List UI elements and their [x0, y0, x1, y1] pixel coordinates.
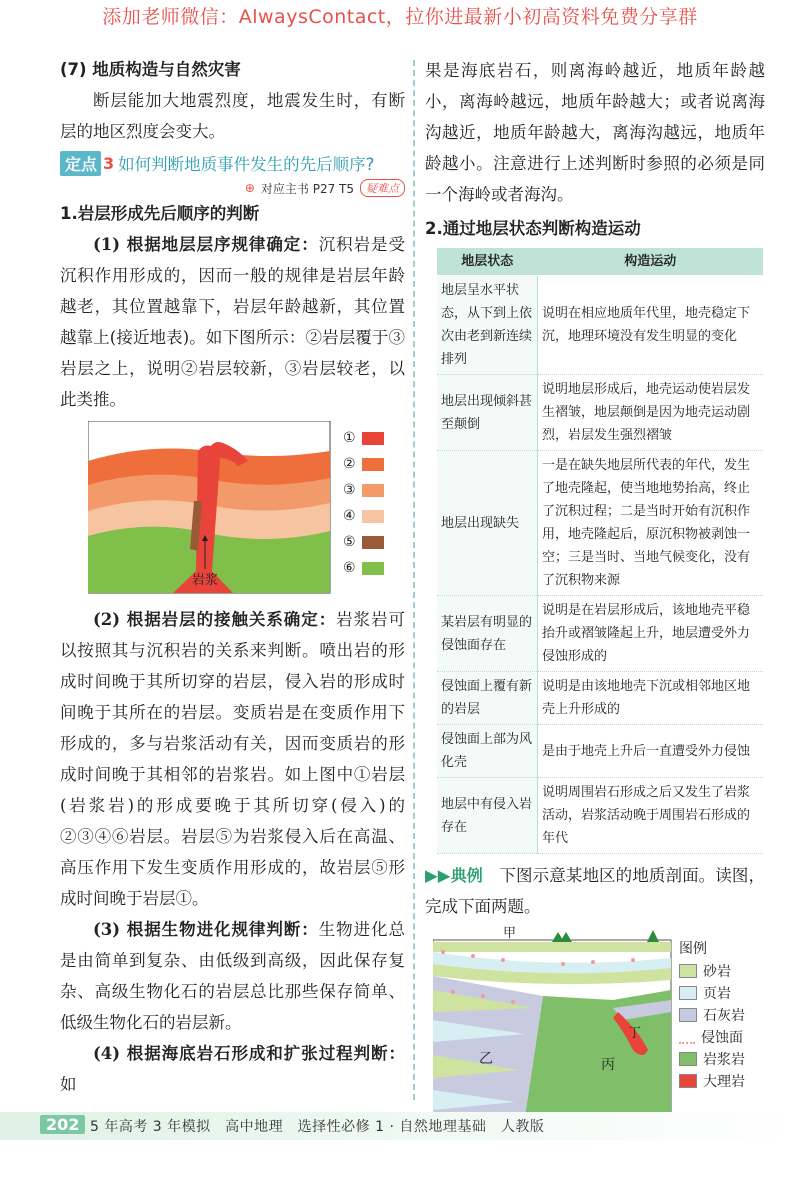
- page-number: 202: [40, 1115, 85, 1134]
- strata-figure: [88, 421, 398, 596]
- table-cell: 是由于地壳上升后一直遭受外力侵蚀: [538, 725, 764, 778]
- paragraph-3-head: (3) 根据生物进化规律判断：: [93, 920, 319, 939]
- label-jia: 甲: [503, 926, 517, 941]
- footer-text: 5 年高考 3 年模拟 高中地理 选择性必修 1 · 自然地理基础 人教版: [90, 1119, 545, 1135]
- legend-title: 图例: [679, 941, 707, 957]
- paragraph-4: [60, 1038, 405, 1100]
- table-row: [437, 725, 763, 778]
- table-cell: 地层出现缺失: [437, 451, 538, 596]
- legend-marble: [679, 1070, 745, 1092]
- example-text: 下图示意某地区的地质剖面。读图，完成下面两题。: [425, 866, 765, 916]
- table-row: [437, 375, 763, 451]
- target-icon: ⊕: [244, 181, 255, 195]
- legend-3-label: ③: [343, 482, 356, 498]
- paragraph-2: [60, 604, 405, 914]
- table-cell: 侵蚀面上覆有新的岩层: [437, 672, 538, 725]
- table-cell: 地层中有侵入岩存在: [437, 778, 538, 854]
- paragraph-1-body: 沉积岩是受沉积作用形成的，因而一般的规律是岩层年龄越老，其位置越靠下，岩层年龄越新，其位置越靠上(接近地表)。如下图所示：②岩层覆于③岩层之上，说明②岩层较新，③岩层较老，以此类推。: [60, 235, 406, 409]
- legend-limestone-label: 石灰岩: [703, 1008, 745, 1024]
- strata-legend: [343, 427, 384, 579]
- section-7-text: 断层能加大地震烈度，地震发生时，有断层的地区烈度会变大。: [60, 91, 405, 141]
- paragraph-1: [60, 229, 405, 415]
- key-point-header: [60, 149, 405, 177]
- geologic-section-figure: [433, 926, 763, 1130]
- table-row: [437, 451, 763, 596]
- play-icon: ▶▶: [425, 866, 451, 885]
- paragraph-3: [60, 914, 405, 1038]
- legend-marble-label: 大理岩: [703, 1074, 745, 1090]
- table-cell: 一是在缺失地层所代表的年代，发生了地壳隆起，使当地地势抬高，终止了沉积过程；二是当时开始有沉积作用，地壳隆起后，原沉积物被剥蚀一空；三是当时、当地气候变化，没有了沉积物来源: [538, 451, 764, 596]
- legend-2-label: ②: [343, 456, 356, 472]
- legend-4: [343, 505, 384, 527]
- example-paragraph: [425, 860, 765, 922]
- left-column: [60, 55, 405, 1100]
- key-point-badge: 定点: [60, 151, 101, 176]
- section-1-title: 1.岩层形成先后顺序的判断: [60, 204, 260, 223]
- table-header-row: [437, 248, 763, 276]
- legend-sandstone: [679, 960, 745, 982]
- table-cell: 说明是在岩层形成后，该地地壳平稳抬升或褶皱隆起上升，地层遭受外力侵蚀形成的: [538, 596, 764, 672]
- legend-limestone: [679, 1004, 745, 1026]
- paragraph-2-body: 岩浆岩可以按照其与沉积岩的关系来判断。喷出岩的形成时间晚于其所切穿的岩层，侵入岩的形成时间晚于其所在的岩层。变质岩是在变质作用下形成的，多与岩浆活动有关，因而变质岩的形成时间晚于其相邻的岩浆岩。如上图中①岩层(岩浆岩)的形成要晚于其所切穿(侵入)的②③④⑥岩层。岩层⑤为岩浆侵入后在高温、高压作用下发生变质作用形成的，故岩层⑤形成时间晚于岩层①。: [60, 610, 405, 908]
- legend-shale: [679, 982, 745, 1004]
- table-cell: 地层呈水平状态，从下到上依次由老到新连续排列: [437, 276, 538, 375]
- table-cell: 说明是由该地地壳下沉或相邻地区地壳上升形成的: [538, 672, 764, 725]
- table-row: [437, 778, 763, 854]
- legend-3: [343, 479, 384, 501]
- legend-igneous: [679, 1048, 745, 1070]
- table-cell: 地层出现倾斜甚至颠倒: [437, 375, 538, 451]
- legend-5: [343, 531, 384, 553]
- legend-6-label: ⑥: [343, 560, 356, 576]
- table-cell: 说明在相应地质年代里，地壳稳定下沉，地理环境没有发生明显的变化: [538, 276, 764, 375]
- label-ding: 丁: [628, 1026, 642, 1041]
- key-point-question: 如何判断地质事件发生的先后顺序?: [118, 155, 375, 174]
- table-cell: 某岩层有明显的侵蚀面存在: [437, 596, 538, 672]
- watermark-text: 添加老师微信：AlwaysContact，拉你进最新小初高资料免费分享群: [102, 6, 698, 28]
- legend-6: [343, 557, 384, 579]
- table-cell: 说明地层形成后，地壳运动使岩层发生褶皱，地层颠倒是因为地壳运动剧烈，岩层发生强烈褶皱: [538, 375, 764, 451]
- paragraph-2-head: (2) 根据岩层的接触关系确定：: [93, 610, 337, 629]
- legend-sandstone-label: 砂岩: [703, 964, 731, 980]
- strata-table: [437, 248, 763, 854]
- section-2-title: 2.通过地层状态判断构造运动: [425, 219, 641, 238]
- paragraph-3-body: 生物进化总是由简单到复杂、由低级到高级，因此保存复杂、高级生物化石的岩层总比那些保存简单、低级生物化石的岩层新。: [60, 920, 406, 1032]
- reference-row: [60, 177, 405, 199]
- table-header-state: 地层状态: [437, 248, 538, 276]
- paragraph-4-continued: 果是海底岩石，则离海岭越近，地质年龄越小，离海岭越远，地质年龄越大；或者说离海沟越近，地质年龄越大，离海沟越远，地质年龄越小。注意进行上述判断时参照的必须是同一个海岭或者海沟。: [425, 61, 765, 204]
- table-row: [437, 596, 763, 672]
- table-header-movement: 构造运动: [538, 248, 764, 276]
- reference-text: 对应主书 P27 T5: [260, 181, 354, 196]
- table-row: [437, 276, 763, 375]
- legend-erosion-surface: [679, 1026, 745, 1048]
- table-row: [437, 672, 763, 725]
- label-bing: 丙: [601, 1057, 615, 1073]
- legend-5-label: ⑤: [343, 534, 356, 550]
- magma-label-text: 岩浆: [192, 573, 219, 588]
- paragraph-4-head: (4) 根据海底岩石形成和扩张过程判断：: [93, 1044, 405, 1063]
- legend-2: [343, 453, 384, 475]
- section-legend: [679, 938, 745, 1092]
- legend-1-label: ①: [343, 430, 356, 446]
- legend-shale-label: 页岩: [703, 986, 731, 1002]
- section-7-title: (7) 地质构造与自然灾害: [60, 60, 241, 79]
- legend-1: [343, 427, 384, 449]
- paragraph-1-head: (1) 根据地层层序规律确定：: [93, 235, 319, 254]
- table-cell: 侵蚀面上部为风化壳: [437, 725, 538, 778]
- right-column: [425, 55, 765, 1130]
- label-yi: 乙: [479, 1051, 493, 1067]
- key-point-number: 3: [103, 153, 115, 173]
- page-footer: [0, 1112, 800, 1140]
- table-cell: 说明周围岩石形成之后又发生了岩浆活动，岩浆活动晚于周围岩石形成的年代: [538, 778, 764, 854]
- paragraph-4-body: 如: [60, 1075, 77, 1094]
- legend-erosion-label: 侵蚀面: [701, 1030, 743, 1046]
- difficulty-tag: 疑难点: [360, 179, 405, 197]
- legend-igneous-label: 岩浆岩: [703, 1052, 745, 1068]
- example-tag: 典例: [450, 866, 483, 885]
- column-divider: [413, 60, 415, 1100]
- legend-4-label: ④: [343, 508, 356, 524]
